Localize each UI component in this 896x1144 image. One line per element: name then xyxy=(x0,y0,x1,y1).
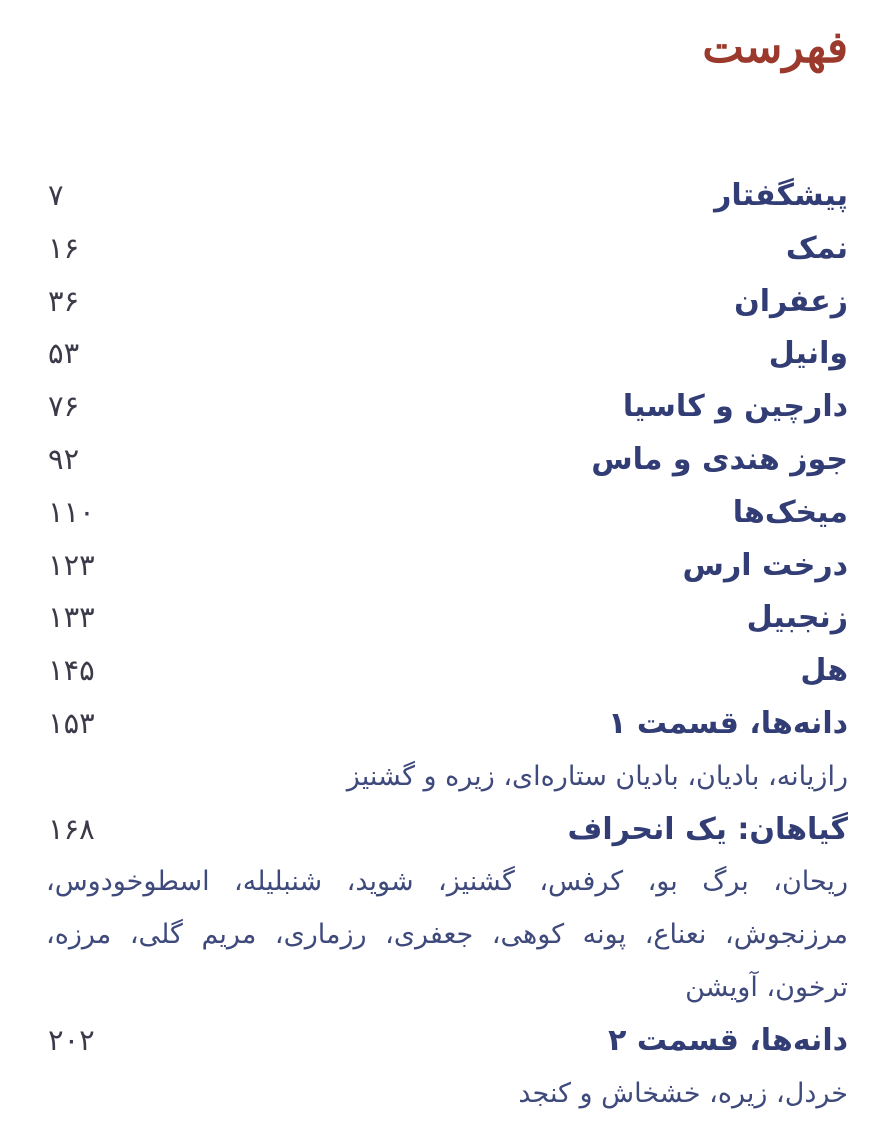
toc-entry[interactable] xyxy=(46,381,848,434)
toc-entry[interactable] xyxy=(46,698,848,751)
toc-entry[interactable] xyxy=(46,540,848,593)
toc-entry-title: زنجبیل xyxy=(746,600,848,636)
toc-entry-page: ۱۲۳ xyxy=(48,547,95,582)
toc-entry[interactable] xyxy=(46,223,848,276)
toc-entry[interactable] xyxy=(46,434,848,487)
toc-entry-title: پیشگفتار xyxy=(714,178,848,213)
toc-entry[interactable] xyxy=(46,276,848,329)
toc-entry-page: ۲۰۲ xyxy=(48,1022,95,1057)
toc-entry[interactable] xyxy=(46,804,848,857)
toc-entry[interactable] xyxy=(46,170,848,223)
toc-entry-subtitle: خردل، زیره، خشخاش و کنجد xyxy=(518,1077,848,1109)
toc-entry[interactable] xyxy=(46,645,848,698)
toc-entry-subtitle: ریحان، برگ بو، کرفس، گشنیز، شوید، شنبلیله، اسطوخودوس، مرزنجوش، نعناع، پونه کوهی، جعفری، رزماری، مریم گلی، مرزه، ترخون، آویشن xyxy=(46,866,848,1003)
toc-entry[interactable] xyxy=(46,592,848,645)
toc-entry-title: دانه‌ها، قسمت ۲ xyxy=(608,1022,848,1058)
toc-entry-subtopics xyxy=(46,751,848,804)
toc-entry-page: ۹۲ xyxy=(48,441,80,476)
toc-entry-subtopics xyxy=(46,1068,848,1121)
toc-entry-title: دانه‌ها، قسمت ۱ xyxy=(608,705,848,741)
toc-entry-title: نمک xyxy=(785,230,848,266)
toc-entry-title: دارچین و کاسیا xyxy=(622,389,848,425)
toc-entry-title: درخت ارس xyxy=(682,547,848,583)
toc-entry-subtitle: رازیانه، بادیان، بادیان ستاره‌ای، زیره و گشنیز xyxy=(346,760,848,792)
toc-entry-page: ۱۱۰ xyxy=(48,494,95,529)
toc-entry-page: ۱۵۳ xyxy=(48,705,95,740)
toc-entry-title: میخک‌ها xyxy=(732,494,848,530)
toc-entry-title: گیاهان: یک انحراف xyxy=(567,811,848,847)
toc-entry[interactable] xyxy=(46,487,848,540)
toc-entry-title: زعفران xyxy=(734,283,848,319)
toc-entry-page: ۳۶ xyxy=(48,283,80,318)
toc-entry-page: ۱۶۸ xyxy=(48,811,95,846)
toc-entry[interactable] xyxy=(46,1015,848,1068)
toc-entry-title: وانیل xyxy=(768,336,848,372)
toc-entry-page: ۷ xyxy=(48,178,64,212)
toc-entry-subtopics xyxy=(46,856,848,1014)
toc-entry-title: هل xyxy=(800,653,848,689)
toc-entry-page: ۵۳ xyxy=(48,336,80,371)
toc-entry-title: جوز هندی و ماس xyxy=(591,441,848,477)
table-of-contents xyxy=(46,170,848,1120)
toc-entry-page: ۱۶ xyxy=(48,230,80,265)
toc-entry[interactable] xyxy=(46,328,848,381)
toc-entry-page: ۷۶ xyxy=(48,389,80,424)
toc-entry-page: ۱۴۵ xyxy=(48,653,95,688)
page-title: فهرست xyxy=(702,22,848,73)
toc-entry-page: ۱۳۳ xyxy=(48,600,95,635)
